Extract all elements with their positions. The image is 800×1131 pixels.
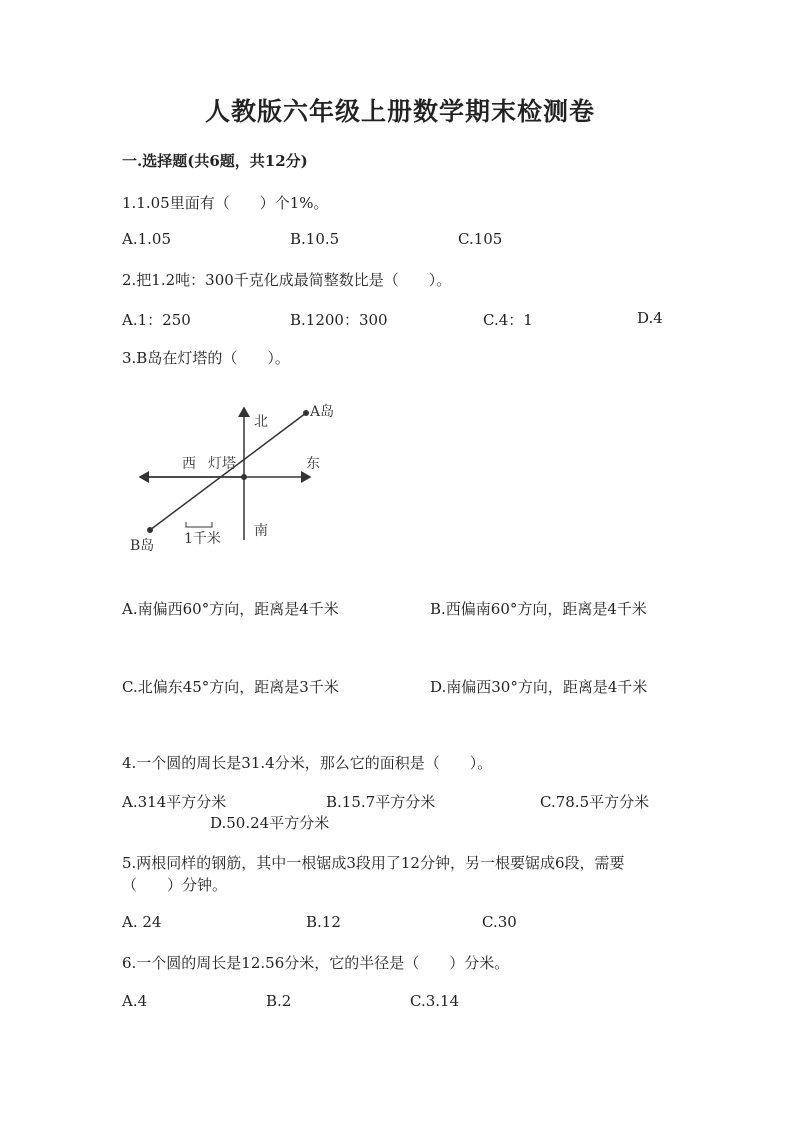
island-b-label: B岛 bbox=[130, 538, 155, 554]
q5-option-c[interactable]: C.30 bbox=[482, 913, 517, 931]
q6-option-a[interactable]: A.4 bbox=[122, 992, 148, 1010]
east-label: 东 bbox=[306, 456, 320, 472]
lighthouse-diagram bbox=[120, 390, 360, 560]
q2-option-a[interactable]: A.1：250 bbox=[122, 311, 191, 329]
question-6: 6.一个圆的周长是12.56分米，它的半径是（ ）分米。 bbox=[122, 954, 510, 972]
question-4: 4.一个圆的周长是31.4分米，那么它的面积是（ ）。 bbox=[122, 754, 493, 772]
island-b-point bbox=[147, 527, 153, 533]
lighthouse-label: 灯塔 bbox=[208, 456, 236, 472]
q2-option-d[interactable]: D.4 bbox=[637, 309, 663, 327]
west-label: 西 bbox=[182, 456, 196, 472]
q3-option-b[interactable]: B.西偏南60°方向，距离是4千米 bbox=[430, 600, 647, 618]
south-label: 南 bbox=[254, 523, 268, 539]
q3-option-a[interactable]: A.南偏西60°方向，距离是4千米 bbox=[122, 600, 339, 618]
q1-option-b[interactable]: B.10.5 bbox=[290, 230, 340, 248]
q2-option-b[interactable]: B.1200：300 bbox=[290, 311, 388, 329]
lighthouse-point bbox=[241, 474, 247, 480]
page-title: 人教版六年级上册数学期末检测卷 bbox=[204, 97, 595, 126]
island-a-point bbox=[303, 410, 309, 416]
q2-option-c[interactable]: C.4：1 bbox=[483, 311, 533, 329]
section-heading: 一.选择题(共6题，共12分) bbox=[122, 152, 308, 170]
q3-option-d[interactable]: D.南偏西30°方向，距离是4千米 bbox=[430, 678, 648, 696]
scale-label: 1千米 bbox=[184, 531, 221, 547]
q1-option-c[interactable]: C.105 bbox=[458, 230, 503, 248]
scale-bar bbox=[186, 522, 212, 527]
q3-option-c[interactable]: C.北偏东45°方向，距离是3千米 bbox=[122, 678, 339, 696]
question-1: 1.1.05里面有（ ）个1%。 bbox=[122, 194, 329, 212]
north-label: 北 bbox=[254, 414, 268, 430]
q5-option-a[interactable]: A. 24 bbox=[122, 913, 162, 931]
q6-option-c[interactable]: C.3.14 bbox=[410, 992, 460, 1010]
question-5-line2: （ ）分钟。 bbox=[122, 876, 228, 894]
q4-option-b[interactable]: B.15.7平方分米 bbox=[326, 793, 436, 811]
q5-option-b[interactable]: B.12 bbox=[306, 913, 341, 931]
question-2: 2.把1.2吨：300千克化成最简整数比是（ ）。 bbox=[122, 271, 452, 289]
question-5-line1: 5.两根同样的钢筋，其中一根锯成3段用了12分钟，另一根要锯成6段，需要 bbox=[122, 854, 625, 872]
q6-option-b[interactable]: B.2 bbox=[266, 992, 292, 1010]
q4-option-c[interactable]: C.78.5平方分米 bbox=[540, 793, 650, 811]
island-a-label: A岛 bbox=[310, 404, 335, 420]
question-3: 3.B岛在灯塔的（ ）。 bbox=[122, 349, 290, 367]
q4-option-a[interactable]: A.314平方分米 bbox=[122, 793, 227, 811]
q1-option-a[interactable]: A.1.05 bbox=[122, 230, 171, 248]
q4-option-d[interactable]: D.50.24平方分米 bbox=[210, 814, 330, 832]
